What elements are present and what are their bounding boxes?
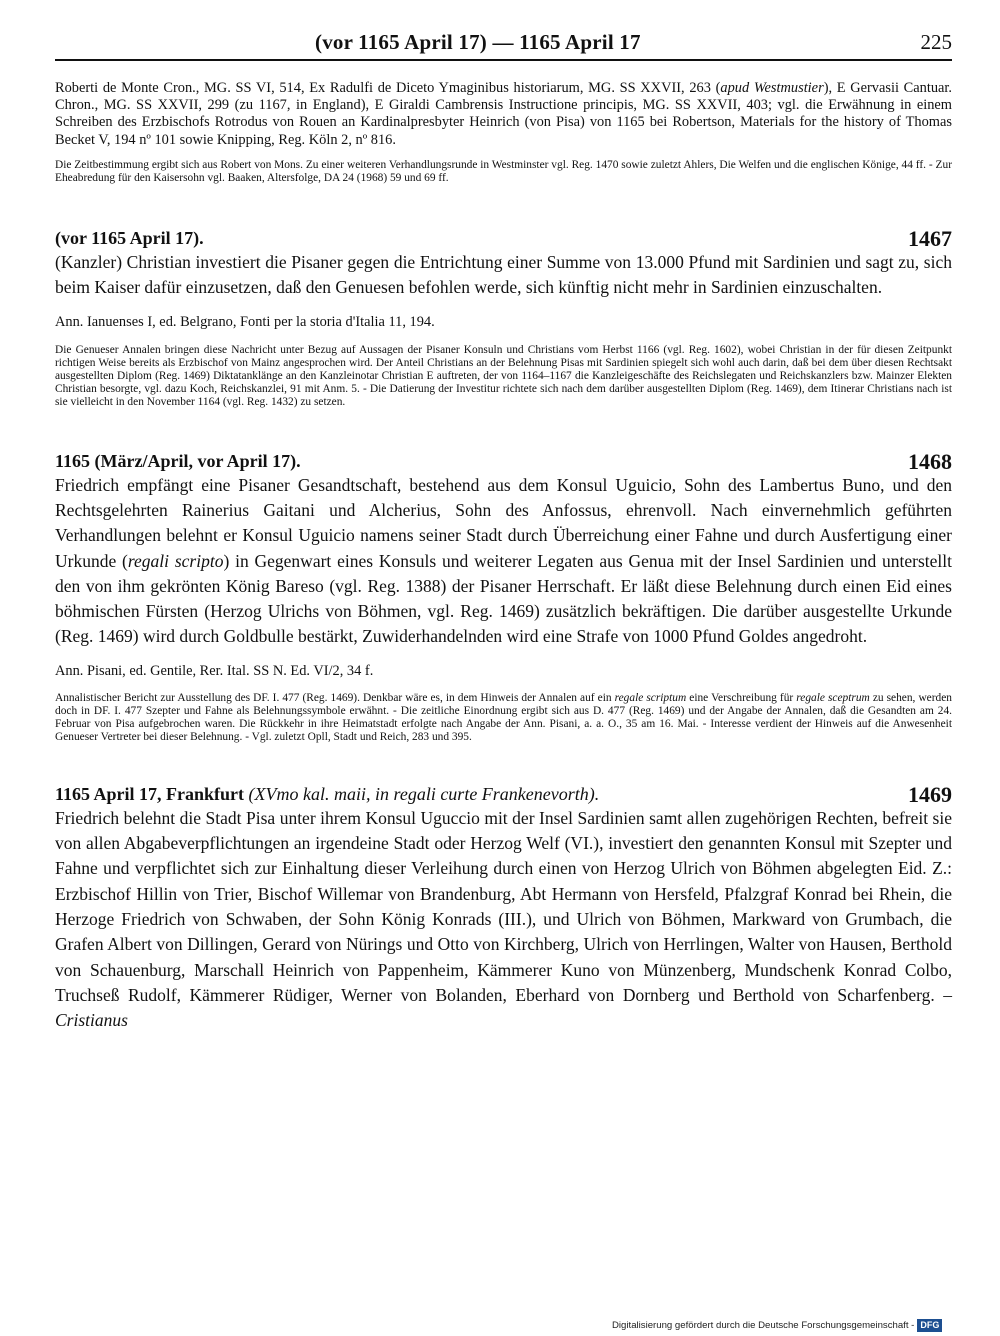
entry-heading bbox=[55, 782, 952, 806]
sources-italic: apud Westmustier bbox=[720, 80, 824, 96]
entry-text bbox=[55, 473, 952, 650]
note-text: eine Verschreibung für bbox=[686, 691, 797, 704]
entry-note: Die Genueser Annalen bringen diese Nachricht unter Bezug auf Aussagen der Pisaner Konsuln und Christians vom Herbst 1166 (vgl. Reg. 1602), wobei Christian in der für diesen Zeitpunkt richtigen Weise bereits als Erzbischof von Mainz angesprochen wird. Der Anteil Christians an der Belehnung Pisas mit Sardinien spiegelt sich wohl auch darin, daß bei dem über diesen Rechtsakt ausgestellten Diplom (Reg. 1469) Diktatanklänge an den Kanzleinotar Christian E auftreten, der von 1164–1167 die Kanzleigeschäfte des Reichslegaten und Reichskanzlers bzw. Mainzer Elekten Christian besorgte, vgl. dazu Koch, Reichskanzlei, 91 mit Anm. 5. - Die Datierung der Investitur richtete sich nach dem darüber ausgestellten Diplom (Reg. 1469), dem Itinerar Christians nach ist sie vielleicht in den November 1164 (vgl. Reg. 1432) zu setzen. bbox=[55, 343, 952, 408]
entry-heading bbox=[55, 226, 952, 250]
entry-date: 1165 (März/April, vor April 17). bbox=[55, 450, 301, 471]
header-rule bbox=[55, 59, 952, 61]
entry-note bbox=[55, 692, 952, 744]
regest-entry-1469 bbox=[55, 782, 952, 1034]
note-italic: regale sceptrum bbox=[796, 691, 870, 704]
dfg-logo-icon: DFG bbox=[917, 1319, 942, 1332]
entry-number: 1468 bbox=[908, 448, 952, 474]
entry-text-italic: Cristianus bbox=[55, 1010, 128, 1031]
regest-entry-1467 bbox=[55, 226, 952, 409]
entry-number: 1469 bbox=[908, 781, 952, 807]
entry-text bbox=[55, 806, 952, 1034]
prev-entry-sources bbox=[55, 80, 952, 149]
entry-text-part: Friedrich belehnt die Stadt Pisa unter ihrem Konsul Uguccio mit der Insel Sardinien samt allen zugehörigen Rechten, befreit sie von allen Abgabeverpflichtungen an irgendeine Stadt oder Herzog Welf (VI.), investiert den genannten Konsul mit Szepter und Fahne und verpflichtet sich zur Einhaltung dieser Verleihung durch einen von Herzog Ulrich von Böhmen abgelegten Eid. Z.: Erzbischof Hillin von Trier, Bischof Willemar von Brandenburg, Abt Hermann von Hersfeld, Pfalzgraf Konrad bei Rhein, die Herzoge Friedrich von Schwaben, der Sohn König Konrads (III.), und Ulrich von Böhmen, Markward von Grumbach, die Grafen Albert von Dillingen, Gerard von Nürings und Otto von Kirchberg, Ulrich von Herrlingen, Walter von Hausen, Berthold von Schauenburg, Marschall Heinrich von Pappenheim, Kämmerer Kuno von Münzenberg, Mundschenk Konrad Colbo, Truchseß Rudolf, Kämmerer Rüdiger, Werner von Bolanden, Eberhard von Dornberg und Berthold von Scharfenberg. – bbox=[55, 807, 952, 1005]
entry-date-italic: (XVmo kal. maii, in regali curte Frankenevorth). bbox=[248, 783, 600, 804]
note-text: zu sehen, werden doch in DF. I. 477 Szepter und Fahne als Belehnungssymbole erwähnt. - Die zeitliche Einordnung ergibt sich aus D. 477 (Reg. 1469) und der Angabe der Annalen, daß die Gesandten am 24. Februar von Pisa aufgebrochen waren. Die Rückkehr in ihre Heimatstadt erfolgte nach Angabe der Ann. Pisani, a. a. O., 35 am 16. Mai. - Interesse verdient der Hinweis auf die Anwesenheit Genueser Vertreter bei dieser Belehnung. - Vgl. zuletzt Opll, Stadt und Reich, 283 und 395. bbox=[55, 691, 952, 743]
running-title: (vor 1165 April 17) — 1165 April 17 bbox=[315, 30, 641, 54]
page-header bbox=[55, 26, 952, 60]
sources-text-cont: ), E Gervasii Cantuar. Chron., MG. SS XXVII, 299 (zu 1167, in England), E Giraldi Cambrensis Instructione principis, MG. SS XXVII, 403; vgl. die Erwähnung in einem Schreiben des Erzbischofs Rotrodus von Rouen an Kardinalpresbyter Heinrich (von Pisa) von 1165 bei Robertson, Materials for the history of Thomas Becket V, 194 nº 101 sowie Knipping, Reg. Köln 2, nº 816. bbox=[55, 80, 953, 148]
page-footer bbox=[612, 1319, 942, 1332]
entry-date bbox=[55, 784, 599, 805]
entry-text-part: ) in Gegenwart eines Konsuls und weiterer Legaten aus Genua mit der Insel Sardinien und unterstellt den von ihm gekrönten König Bareso (vgl. Reg. 1388) der Pisaner Herrschaft. Er läßt diese Belehnung durch einen Eid eines böhmischen Fürsten (Herzog Ulrichs von Böhmen, vgl. Reg. 1469) zusätzlich bekräftigen. Die darüber ausgestellte Urkunde (Reg. 1469) wird durch Goldbulle bestärkt, Zuwiderhandelnden wird eine Strafe von 1000 Pfund Goldes angedroht. bbox=[55, 550, 953, 647]
note-text: Annalistischer Bericht zur Ausstellung des DF. I. 477 (Reg. 1469). Denkbar wäre es, in dem Hinweis der Annalen auf ein bbox=[55, 691, 615, 704]
entry-number: 1467 bbox=[908, 225, 952, 251]
note-italic: regale scriptum bbox=[614, 691, 687, 704]
entry-source: Ann. Pisani, ed. Gentile, Rer. Ital. SS N. Ed. VI/2, 34 f. bbox=[55, 662, 374, 679]
document-page bbox=[55, 26, 952, 1034]
entry-text: (Kanzler) Christian investiert die Pisaner gegen die Entrichtung einer Summe von 13.000 Pfund mit Sardinien und sagt zu, sich beim Kaiser dafür einzusetzen, daß den Genuesen befohlen werde, sich künftig nicht mehr in Sardinien einzuschalten. bbox=[55, 251, 952, 298]
entry-date: (vor 1165 April 17). bbox=[55, 227, 204, 248]
sources-text: Roberti de Monte Cron., MG. SS VI, 514, Ex Radulfi de Diceto Ymaginibus historiarum, MG. SS XXVII, 263 ( bbox=[55, 80, 721, 96]
footer-credit: Digitalisierung gefördert durch die Deutsche Forschungsgemeinschaft - bbox=[612, 1320, 915, 1331]
entry-heading bbox=[55, 449, 952, 473]
entry-text-part: Friedrich empfängt eine Pisaner Gesandtschaft, bestehend aus dem Konsul Uguicio, Sohn des Lambertus Buno, und den Rechtsgelehrten Rainerius Gaitani und Alcherius, Sohn des Anfossus, ehrenvoll. Nach einvernehmlich geführten Verhandlungen belehnt er Konsul Uguicio namens seiner Stadt durch Überreichung einer Fahne und durch Ausfertigung einer Urkunde ( bbox=[55, 474, 952, 571]
entry-source: Ann. Ianuenses I, ed. Belgrano, Fonti per la storia d'Italia 11, 194. bbox=[55, 314, 435, 331]
page-number: 225 bbox=[920, 30, 952, 54]
entry-date-text: 1165 April 17, Frankfurt bbox=[55, 783, 245, 804]
entry-text-italic: regali scripto bbox=[127, 550, 224, 571]
regest-entry-1468 bbox=[55, 449, 952, 744]
prev-entry-note: Die Zeitbestimmung ergibt sich aus Robert von Mons. Zu einer weiteren Verhandlungsrunde in Westminster vgl. Reg. 1470 sowie zuletzt Ahlers, Die Welfen und die englischen Könige, 44 ff. - Zur Eheabredung für den Kaisersohn vgl. Baaken, Altersfolge, DA 24 (1968) 59 und 69 ff. bbox=[55, 158, 952, 184]
